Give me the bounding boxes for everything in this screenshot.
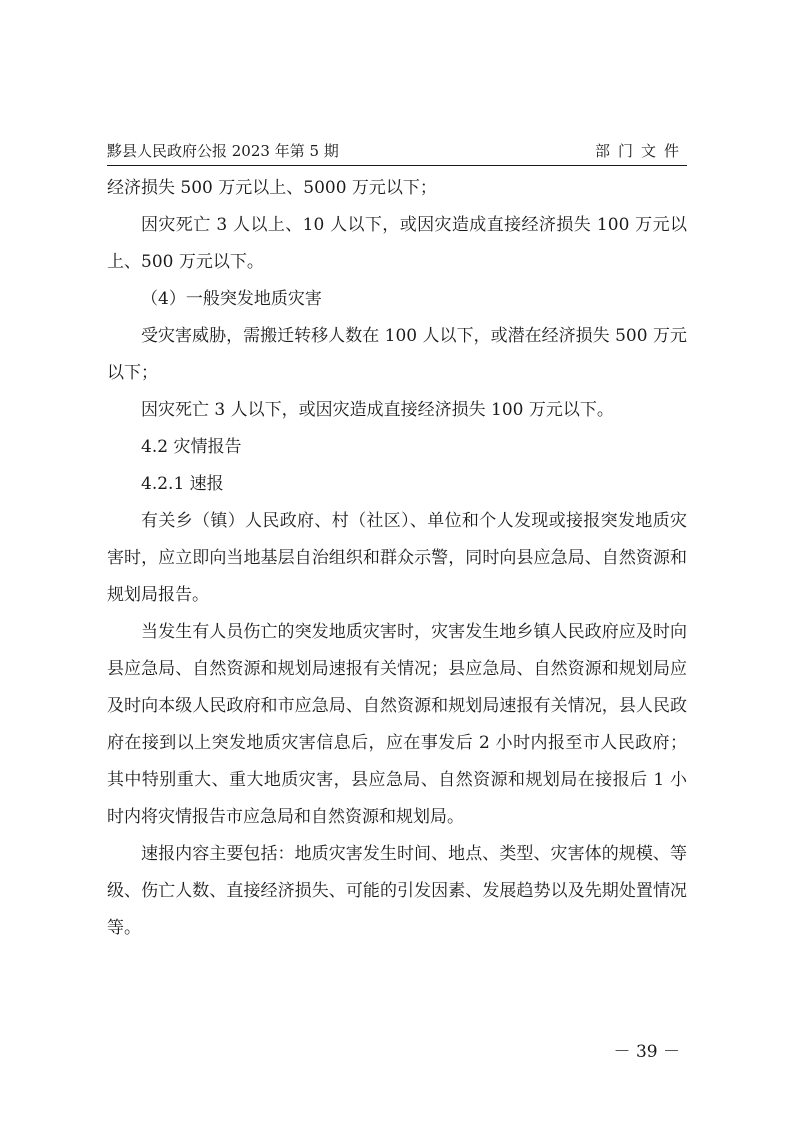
document-body [107,170,687,947]
page-number: － 39 － [613,1042,680,1062]
header-publication-title: 黟县人民政府公报 2023 年第 5 期 [107,142,339,160]
paragraph: 因灾死亡 3 人以上、10 人以下，或因灾造成直接经济损失 100 万元以上、500 万元以下。 [107,215,687,272]
subsection-heading: 4.2.1 速报 [141,474,224,494]
subsection-heading: （4）一般突发地质灾害 [141,289,322,309]
paragraph: 当发生有人员伤亡的突发地质灾害时，灾害发生地乡镇人民政府应及时向县应急局、自然资源和规划局速报有关情况；县应急局、自然资源和规划局应及时向本级人民政府和市应急局、自然资源和规划局速报有关情况，县人民政府在接到以上突发地质灾害信息后，应在事发后 2 小时内报至市人民政府；其中特别重大、重大地质灾害，县应急局、自然资源和规划局在接报后 1 小时内将灾情报告市应急局和自然资源和规划局。 [107,622,687,827]
paragraph-continuation: 经济损失 500 万元以上、5000 万元以下； [107,178,437,198]
paragraph: 因灾死亡 3 人以下，或因灾造成直接经济损失 100 万元以下。 [141,400,614,420]
header-rule [107,165,687,166]
paragraph: 速报内容主要包括：地质灾害发生时间、地点、类型、灾害体的规模、等级、伤亡人数、直接经济损失、可能的引发因素、发展趋势以及先期处置情况等。 [107,844,687,938]
paragraph: 有关乡（镇）人民政府、村（社区）、单位和个人发现或接报突发地质灾害时，应立即向当地基层自治组织和群众示警，同时向县应急局、自然资源和规划局报告。 [107,511,687,605]
running-header [107,140,687,168]
header-section-name: 部门文件 [594,142,687,160]
section-heading: 4.2 灾情报告 [141,437,242,457]
paragraph: 受灾害威胁，需搬迁转移人数在 100 人以下，或潜在经济损失 500 万元以下； [107,326,687,383]
